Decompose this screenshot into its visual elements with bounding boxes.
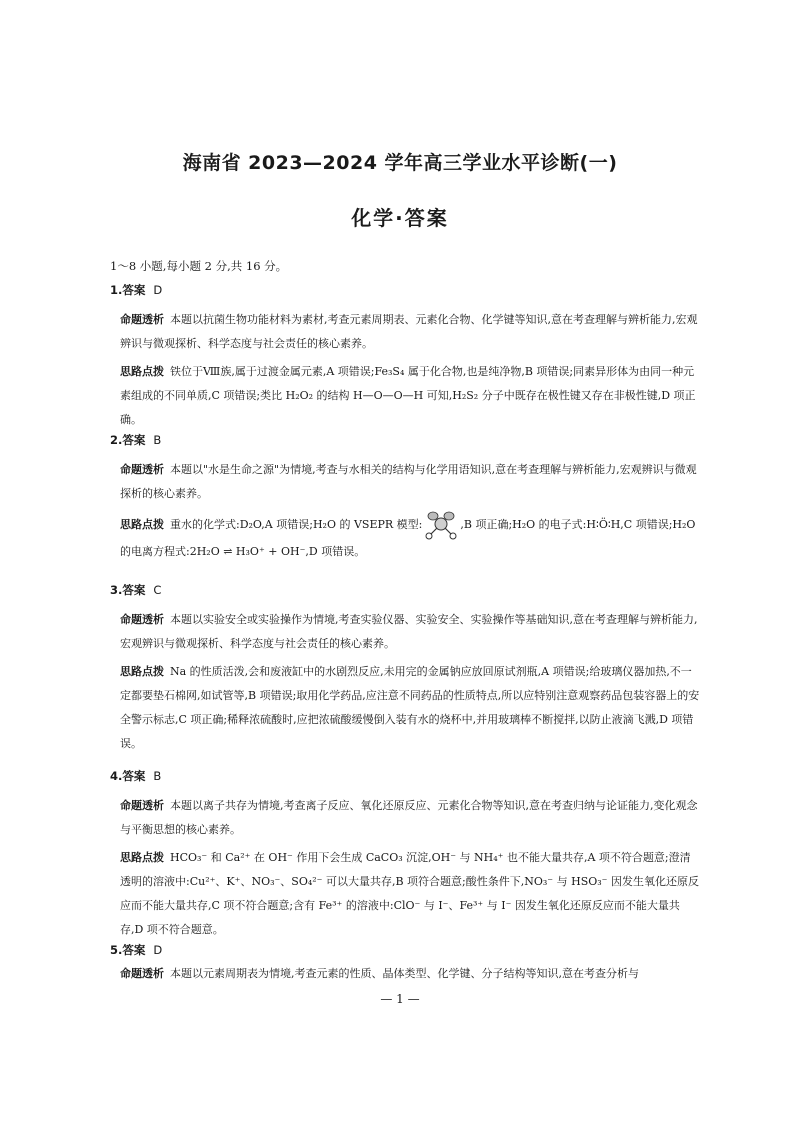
tips-paragraph [110, 846, 700, 942]
tips-label: 思路点拨 [120, 365, 164, 378]
answer-label: 答案 [122, 283, 146, 297]
page-number: — 1 — [380, 992, 420, 1006]
question-header [110, 582, 700, 598]
tips-text-before: 重水的化学式:D₂O,A 项错误;H₂O 的 VSEPR 模型: [170, 518, 423, 531]
question-number: 4. [110, 769, 123, 783]
analysis-paragraph [110, 794, 700, 842]
analysis-label: 命题透析 [120, 799, 164, 812]
question-number: 1. [110, 283, 123, 297]
tips-paragraph [110, 360, 700, 432]
answer-value: D [153, 943, 163, 957]
analysis-text: 本题以元素周期表为情境,考查元素的性质、晶体类型、化学键、分子结构等知识,意在考查分析与 [170, 967, 639, 980]
analysis-label: 命题透析 [120, 313, 164, 326]
analysis-label: 命题透析 [120, 463, 164, 476]
analysis-text: 本题以抗菌生物功能材料为素材,考查元素周期表、元素化合物、化学键等知识,意在考查理解与辨析能力,宏观辨识与微观探析、科学态度与社会责任的核心素养。 [120, 313, 698, 350]
question-header [110, 432, 700, 448]
question-1 [110, 282, 700, 432]
analysis-label: 命题透析 [120, 967, 164, 980]
question-number: 5. [110, 943, 123, 957]
tips-label: 思路点拨 [120, 518, 164, 531]
answer-label: 答案 [122, 943, 146, 957]
analysis-paragraph [110, 608, 700, 656]
tips-paragraph [110, 510, 700, 564]
tips-paragraph [110, 660, 700, 756]
tips-text: Na 的性质活泼,会和废液缸中的水剧烈反应,未用完的金属钠应放回原试剂瓶,A 项错误;给玻璃仪器加热,不一定都要垫石棉网,如试管等,B 项错误;取用化学药品,应注意不同药品的性质特点,所以应特别注意观察药品包装容器上的安全警示标志,C 项正确;稀释浓硫酸时,应把浓硫酸缓慢倒入装有水的烧杯中,并用玻璃棒不断搅拌,以防止液滴飞溅,D 项错误。 [120, 665, 700, 750]
question-3 [110, 582, 700, 756]
question-header [110, 282, 700, 298]
answer-label: 答案 [122, 769, 146, 783]
vsepr-model-icon [424, 510, 458, 540]
question-header [110, 768, 700, 784]
answer-value: C [153, 583, 162, 597]
tips-label: 思路点拨 [120, 851, 164, 864]
answer-label: 答案 [122, 433, 146, 447]
page-subtitle: 化学·答案 [351, 206, 449, 230]
analysis-label: 命题透析 [120, 613, 164, 626]
answer-value: B [153, 433, 162, 447]
answer-label: 答案 [122, 583, 146, 597]
question-number: 2. [110, 433, 123, 447]
analysis-text: 本题以实验安全或实验操作为情境,考查实验仪器、实验安全、实验操作等基础知识,意在考查理解与辨析能力,宏观辨识与微观探析、科学态度与社会责任的核心素养。 [120, 613, 698, 650]
question-5 [110, 942, 700, 986]
tips-text: 铁位于Ⅷ族,属于过渡金属元素,A 项错误;Fe₃S₄ 属于化合物,也是纯净物,B 项错误;同素异形体为由同一种元素组成的不同单质,C 项错误;类比 H₂O₂ 的结构 H—O—O—H 可知,H₂S₂ 分子中既存在极性键又存在非极性键,D 项正确。 [120, 365, 696, 426]
analysis-text: 本题以"水是生命之源"为情境,考查与水相关的结构与化学用语知识,意在考查理解与辨析能力,宏观辨识与微观探析的核心素养。 [120, 463, 697, 500]
analysis-paragraph [110, 308, 700, 356]
question-2 [110, 432, 700, 564]
analysis-paragraph [110, 458, 700, 506]
question-4 [110, 768, 700, 942]
tips-text: HCO₃⁻ 和 Ca²⁺ 在 OH⁻ 作用下会生成 CaCO₃ 沉淀,OH⁻ 与 NH₄⁺ 也不能大量共存,A 项不符合题意;澄清透明的溶液中:Cu²⁺、K⁺、NO₃⁻、SO₄²⁻ 可以大量共存,B 项符合题意;酸性条件下,NO₃⁻ 与 HSO₃⁻ 因发生氧化还原反应而不能大量共存,C 项不符合题意;含有 Fe³⁺ 的溶液中:ClO⁻ 与 I⁻、Fe³⁺ 与 I⁻ 因发生氧化还原反应而不能大量共存,D 项不符合题意。 [120, 851, 699, 936]
answer-value: B [153, 769, 162, 783]
answer-value: D [153, 283, 163, 297]
analysis-paragraph [110, 962, 700, 986]
section-intro: 1～8 小题,每小题 2 分,共 16 分。 [110, 259, 288, 273]
page-title: 海南省 2023—2024 学年高三学业水平诊断(一) [182, 152, 618, 174]
tips-text-after: ,B 项正确;H₂O 的电子式:H∶Ö∶H,C 项错误;H₂O 的电离方程式:2H₂O ⇌ H₃O⁺ + OH⁻,D 项错误。 [120, 518, 696, 558]
tips-label: 思路点拨 [120, 665, 164, 678]
analysis-text: 本题以离子共存为情境,考查离子反应、氧化还原反应、元素化合物等知识,意在考查归纳与论证能力,变化观念与平衡思想的核心素养。 [120, 799, 698, 836]
question-header [110, 942, 700, 958]
question-number: 3. [110, 583, 123, 597]
